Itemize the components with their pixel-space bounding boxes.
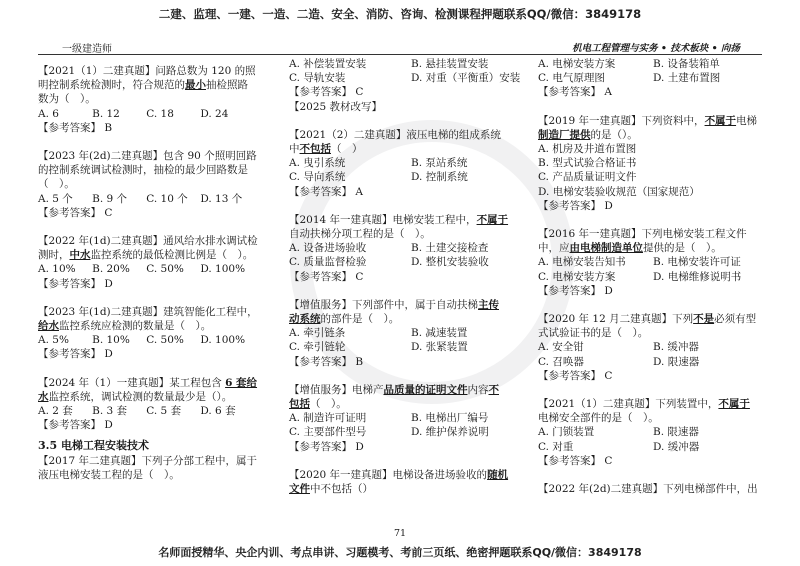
question-text: 中不包括（ ） [289,143,363,156]
question-text: 【2023 年(2d)二建真题】包含 90 个照明回路 [38,150,257,163]
options: C. 质量监督检验 D. 整机安装验收 [289,256,489,269]
question-text: 【2023 年(1d)二建真题】建筑智能化工程中， [38,305,258,318]
options: A. 6 B. 12 C. 18 D. 24 [38,107,229,120]
question-text: 电梯安全部件的是（ ）。 [538,412,659,425]
option: A. 机房及井道布置图 [538,143,637,156]
options: C. 电梯安装方案 D. 电梯维修说明书 [538,270,742,283]
question-text: 测时，中水监控系统的最低检测比例是（ ）。 [38,249,254,262]
column-2 [289,57,533,496]
options: A. 门锁装置 B. 限速器 [538,426,699,439]
emphasis: 6 套给 [225,376,258,389]
options: A. 2 套 B. 3 套 C. 5 套 D. 6 套 [38,405,236,418]
question-text: 液压电梯安装工程的是（ ）。 [38,468,180,481]
emphasis: 不属于 [476,213,509,226]
answer: 【参考答案】 B [38,121,113,134]
question-text: 【2022 年(2d)二建真题】下列电梯部件中，出 [538,483,758,496]
options: C. 导向系统 D. 控制系统 [289,171,468,184]
question-text: 【2021（2）二建真题】液压电梯的组成系统 [289,128,501,141]
question-text: 【增值服务】电梯产品质量的证明文件内容不 [289,383,499,396]
answer: 【参考答案】 A [538,86,612,99]
emphasis: 包括 [289,398,310,411]
options: A. 安全钳 B. 缓冲器 [538,341,699,354]
options: A. 电梯安装告知书 B. 电梯安装许可证 [538,256,741,269]
emphasis: 不属于 [718,398,750,411]
emphasis: 随机 [487,468,509,481]
answer: 【参考答案】 D [538,199,613,212]
options: A. 5 个 B. 9 个 C. 10 个 D. 13 个 [38,192,243,205]
emphasis: 动系统 [289,313,321,326]
answer: 【参考答案】 D [38,419,113,432]
question-text: 制造厂提供的是（）。 [538,128,638,141]
emphasis: 不包括 [299,143,331,156]
question-text: 【增值服务】下列部件中，属于自动扶梯主传 [289,298,499,311]
question-text: 数为（ ）。 [38,93,96,106]
question-text: 自动扶梯分项工程的是（ ）。 [289,228,431,241]
emphasis: 不是 [693,313,715,326]
answer: 【参考答案】 D [38,348,113,361]
answer: 【参考答案】 C [289,86,364,99]
question-text: 文件中不包括（） [289,483,373,496]
answer: 【参考答案】 C [38,206,113,219]
question-text: 水监控系统，调试检测的数量最少是（）。 [38,390,233,403]
question-text: 的控制系统调试检测时，抽检的最少回路数是 [38,164,248,177]
emphasis: 由电梯制造单位 [569,242,643,255]
answer: 【参考答案】 D [538,284,613,297]
emphasis: 水 [38,390,49,403]
question-text: 【2020 年一建真题】电梯设备进场验收的随机 [289,468,509,481]
options: C. 导轨安装 D. 对重（平衡重）安装 [289,72,521,85]
answer: 【参考答案】 C [289,270,364,283]
emphasis: 不 [488,383,499,396]
section-heading: 3.5 电梯工程安装技术 [38,439,149,453]
options: C. 主要部件型号 D. 维护保养说明 [289,426,489,439]
page-number: 71 [393,528,407,539]
question-text: 【2021（1）二建真题】下列装置中，不属于 [538,398,750,411]
options: A. 牵引链条 B. 减速装置 [289,327,468,340]
emphasis: 制造厂提供 [538,128,591,141]
options: A. 补偿装置安装 B. 悬挂装置安装 [289,58,489,70]
question-text: 【2024 年（1）一建真题】某工程包含 6 套给 [38,376,258,389]
options: A. 曳引系统 B. 泵站系统 [289,157,468,170]
emphasis: 文件 [289,483,310,496]
options: A. 设备进场验收 B. 土建交接检查 [289,242,489,255]
question-text: 【2014 年一建真题】电梯安装工程中，不属于 [289,213,509,226]
emphasis: 品质量的证明文件 [383,383,468,396]
options: A. 制造许可证明 B. 电梯出厂编号 [289,412,489,425]
question-text: 【2016 年一建真题】下列电梯安装工程文件 [538,228,747,241]
question-tag: 【2025 教材改写】 [289,100,383,113]
answer: 【参考答案】 B [289,355,364,368]
question-text: 【2017 年二建真题】下列子分部工程中，属于 [38,454,258,467]
question-text: 【2020 年 12 月二建真题】下列不是必须有型 [538,313,757,326]
options: A. 10% B. 20% C. 50% D. 100% [38,263,246,276]
column-3 [538,57,768,496]
emphasis: 给水 [38,320,59,333]
header-rule [38,54,762,55]
answer: 【参考答案】 D [289,440,364,453]
question-text: 式试验证书的是（ ）。 [538,327,649,340]
option: D. 电梯安装验收规范（国家规范） [538,185,700,198]
question-text: （ ）。 [38,178,75,191]
question-text: 明控制系统检测时，符合规范的最小抽检照路 [38,79,248,92]
options: C. 牵引链轮 D. 张紧装置 [289,341,468,354]
column-1 [38,57,284,482]
answer: 【参考答案】 A [289,185,363,198]
option: B. 型式试验合格证书 [538,157,637,170]
option: C. 产品质量证明文件 [538,171,637,184]
question-text: 【2019 年一建真题】下列资料中，不属于电梯 [538,114,758,127]
question-text: 给水监控系统应检测的数量是（ ）。 [38,320,212,333]
answer: 【参考答案】 C [538,454,613,467]
answer: 【参考答案】 C [538,369,613,382]
emphasis: 中水 [69,249,91,262]
question-text: 【2022 年(1d)二建真题】通风给水排水调试检 [38,235,258,248]
question-text: 动系统的部件是（ ）。 [289,313,400,326]
options: C. 对重 D. 缓冲器 [538,440,700,453]
header-right: 机电工程管理与实务 • 技术板块 • 向扬 [572,43,740,54]
emphasis: 最小 [185,79,206,92]
answer: 【参考答案】 D [38,277,113,290]
emphasis: 主传 [478,298,499,311]
header-left: 一级建造师 [62,44,112,55]
emphasis: 不属于 [704,114,737,127]
options: C. 电气原理图 D. 土建布置图 [538,72,721,85]
options: C. 召唤器 D. 限速器 [538,355,700,368]
options: A. 5% B. 10% C. 50% D. 100% [38,334,246,347]
bottom-banner: 名师面授精华、央企内训、考点串讲、习题模考、考前三页纸、绝密押题联系QQ/微信：3849178 [158,546,642,559]
options: A. 电梯安装方案 B. 设备装箱单 [538,58,720,70]
question-text: 包括（ ）。 [289,398,347,411]
question-text: 【2021（1）二建真题】问路总数为 120 的照 [38,65,256,77]
top-banner: 二建、监理、一建、一造、二造、安全、消防、咨询、检测课程押题联系QQ/微信：3849178 [158,7,642,21]
question-text: 中，应由电梯制造单位提供的是（ ）。 [538,242,722,255]
